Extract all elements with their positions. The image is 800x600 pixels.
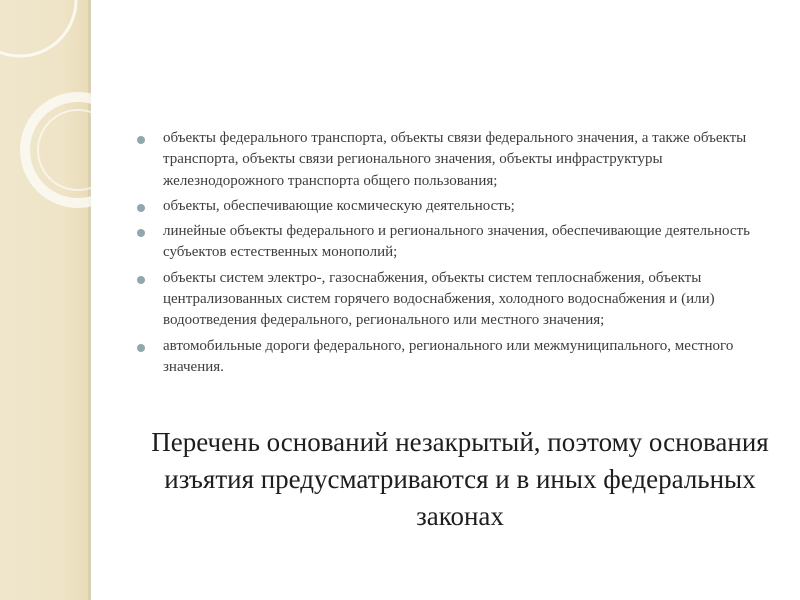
list-item	[135, 336, 775, 379]
list-item-text: автомобильные дороги федерального, регионального или межмуниципального, местного значения.	[163, 337, 734, 375]
bullet-section	[135, 128, 775, 382]
bullet-dot	[137, 204, 145, 212]
bullet-dot	[137, 344, 145, 352]
summary-statement: Перечень оснований незакрытый, поэтому основания изъятия предусматриваются и в иных федеральных законах	[151, 427, 769, 531]
list-item	[135, 128, 775, 192]
bullet-dot	[137, 136, 145, 144]
list-item-text: объекты систем электро-, газоснабжения, объекты систем теплоснабжения, объекты централизованных систем горячего водоснабжения, холодного водоснабжения и (или) водоотведения федерального, регионального или местного значения;	[163, 269, 715, 329]
list-item	[135, 221, 775, 264]
list-item-text: объекты федерального транспорта, объекты связи федерального значения, а также объекты транспорта, объекты связи регионального значения, объекты инфраструктуры железнодорожного транспорта общего пользования;	[163, 130, 747, 189]
bullet-list	[135, 128, 775, 378]
list-item-text: линейные объекты федерального и регионального значения, обеспечивающие деятельность субъектов естественных монополий;	[163, 223, 750, 261]
bullet-dot	[137, 276, 145, 284]
list-item	[135, 196, 775, 217]
bullet-dot	[137, 229, 145, 237]
list-item-text: объекты, обеспечивающие космическую деятельность;	[163, 197, 515, 214]
list-item	[135, 268, 775, 332]
